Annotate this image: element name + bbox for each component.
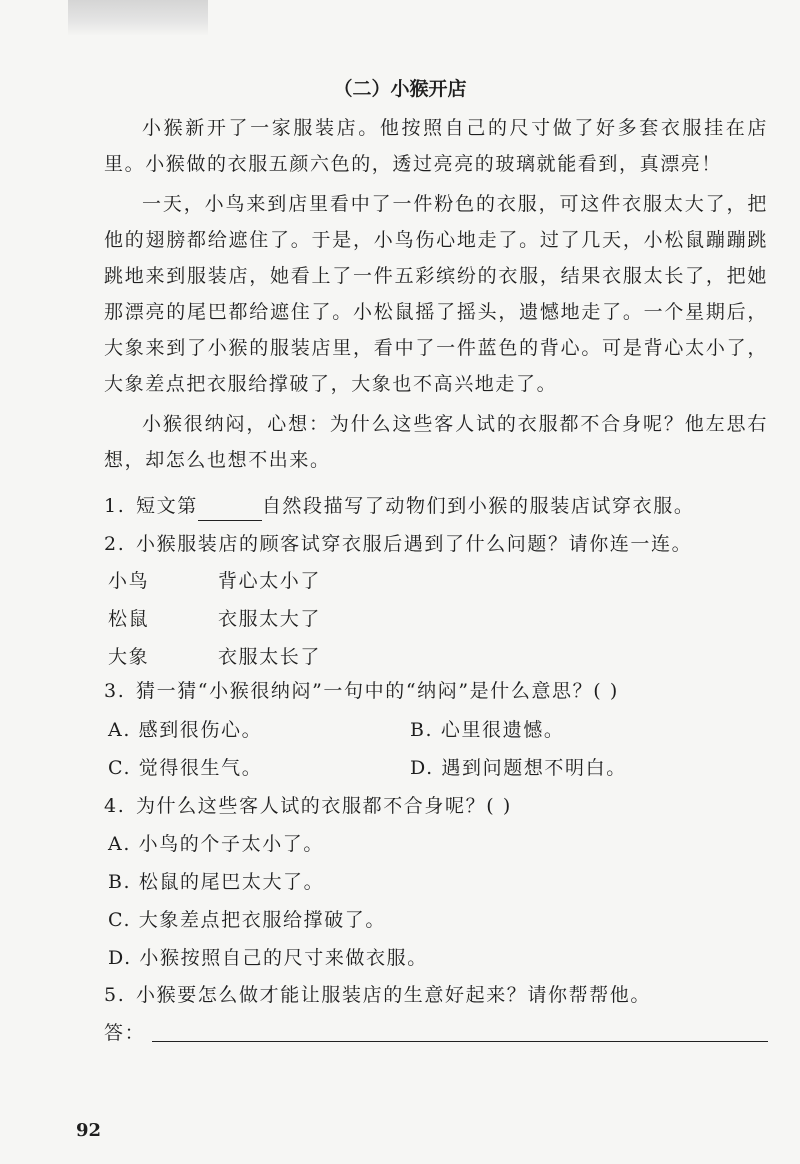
question-1-text-after: 自然段描写了动物们到小猴的服装店试穿衣服。: [261, 495, 695, 517]
question-number: 1.: [104, 495, 126, 517]
question-5-text: 小猴要怎么做才能让服装店的生意好起来？请你帮帮他。: [136, 984, 652, 1006]
question-number: 2.: [104, 533, 126, 555]
option-a[interactable]: A. 感到很伤心。: [108, 719, 263, 741]
paragraph-3: 小猴很纳闷，心想：为什么这些客人试的衣服都不合身呢？他左思右想，却怎么也想不出来。: [104, 413, 768, 471]
option-d[interactable]: D. 小猴按照自己的尺寸来做衣服。: [108, 947, 428, 969]
matching-problem[interactable]: 背心太小了: [218, 570, 322, 592]
matching-animal[interactable]: 小鸟: [108, 570, 150, 592]
question-5: [104, 980, 768, 1010]
question-2-text: 小猴服装店的顾客试穿衣服后遇到了什么问题？请你连一连。: [136, 533, 693, 555]
option-b[interactable]: B. 松鼠的尾巴太大了。: [108, 871, 325, 893]
question-1-text-before: 短文第: [136, 495, 198, 517]
option-c[interactable]: C. 觉得很生气。: [108, 757, 263, 779]
matching-problem[interactable]: 衣服太长了: [218, 646, 322, 668]
question-4-text: 为什么这些客人试的衣服都不合身呢？( ): [136, 795, 512, 817]
story-title: （二）小猴开店: [333, 78, 467, 100]
matching-animal[interactable]: 松鼠: [108, 608, 150, 630]
answer-line[interactable]: [152, 1041, 768, 1042]
paragraph-2: 一天，小鸟来到店里看中了一件粉色的衣服，可这件衣服太大了，把他的翅膀都给遮住了。于是，小鸟伤心地走了。过了几天，小松鼠蹦蹦跳跳地来到服装店，她看上了一件五彩缤纷的衣服，结果衣服太长了，把她那漂亮的尾巴都给遮住了。小松鼠摇了摇头，遗憾地走了。一个星期后，大象来到了小猴的服装店里，看中了一件蓝色的背心。可是背心太小了，大象差点把衣服给撑破了，大象也不高兴地走了。: [104, 193, 768, 395]
question-number: 3.: [104, 680, 126, 702]
question-4: [104, 791, 768, 821]
question-3: [104, 676, 768, 706]
question-3-text: 猜一猜“小猴很纳闷”一句中的“纳闷”是什么意思？( ): [136, 680, 619, 702]
question-number: 5.: [104, 984, 126, 1006]
option-c[interactable]: C. 大象差点把衣服给撑破了。: [108, 909, 386, 931]
paragraph-1: 小猴新开了一家服装店。他按照自己的尺寸做了好多套衣服挂在店里。小猴做的衣服五颜六色的，透过亮亮的玻璃就能看到，真漂亮！: [104, 117, 768, 175]
option-a[interactable]: A. 小鸟的个子太小了。: [108, 833, 325, 855]
question-number: 4.: [104, 795, 126, 817]
option-b[interactable]: B. 心里很遗憾。: [410, 719, 565, 741]
option-d[interactable]: D. 遇到问题想不明白。: [410, 757, 627, 779]
question-2: [104, 529, 768, 559]
answer-label: 答：: [104, 1022, 146, 1044]
fill-blank[interactable]: [198, 498, 262, 521]
matching-problem[interactable]: 衣服太大了: [218, 608, 322, 630]
page-number: 92: [76, 1120, 102, 1141]
matching-animal[interactable]: 大象: [108, 646, 150, 668]
question-1: [104, 491, 768, 521]
scan-smudge: [68, 0, 208, 36]
